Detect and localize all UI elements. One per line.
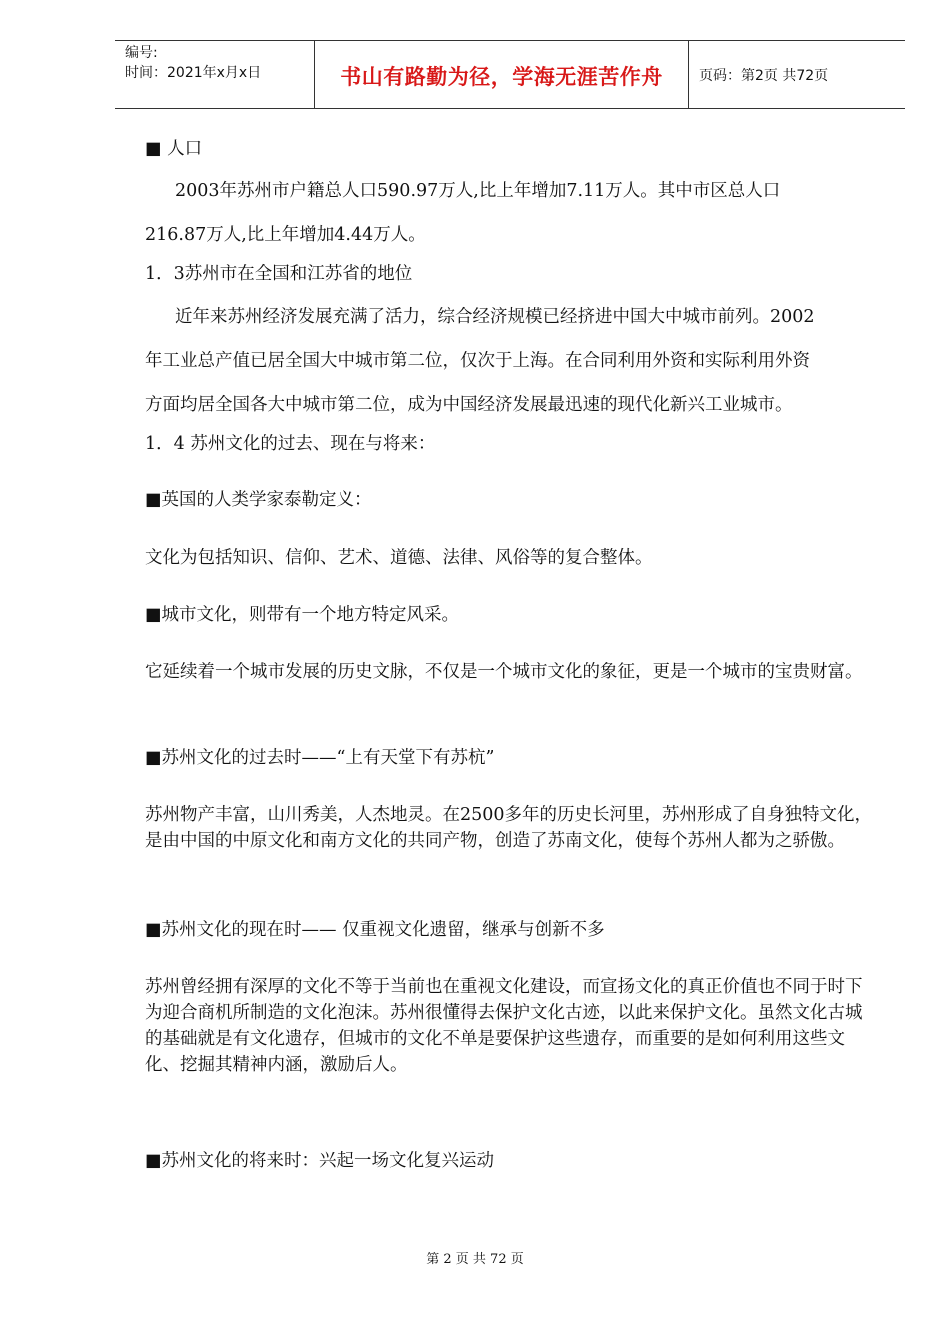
paragraph-status-line3: 方面均居全国各大中城市第二位，成为中国经济发展最迅速的现代化新兴工业城市。 [145,395,793,415]
header-page-info: 页码：第2页 共72页 [699,68,829,84]
paragraph-culture-past: 苏州物产丰富，山川秀美，人杰地灵。在2500多年的历史长河里，苏州形成了自身独特文化，是由中国的中原文化和南方文化的共同产物，创造了苏南文化，使每个苏州人都为之骄傲。 [145,805,873,851]
paragraph-city-culture: 它延续着一个城市发展的历史文脉，不仅是一个城市文化的象征，更是一个城市的宝贵财富。 [145,662,863,682]
paragraph-status-line2: 年工业总产值已居全国大中城市第二位，仅次于上海。在合同利用外资和实际利用外资 [145,351,810,371]
header-page-cell [689,41,905,108]
section-heading-1-3: 1．3苏州市在全国和江苏省的地位 [145,264,413,284]
section-heading-1-4: 1．4 苏州文化的过去、现在与将来： [145,434,436,454]
paragraph-culture-definition: 文化为包括知识、信仰、艺术、道德、法律、风俗等的复合整体。 [145,548,653,568]
section-heading-population: ■ 人口 [145,139,203,159]
bullet-city-culture: ■城市文化，则带有一个地方特定风采。 [145,605,460,625]
header-motto-cell [315,41,689,108]
document-time-label: 时间：2021年x月x日 [125,65,262,81]
bullet-tylor-definition: ■英国的人类学家泰勒定义： [145,490,372,510]
bullet-culture-present: ■苏州文化的现在时—— 仅重视文化遗留，继承与创新不多 [145,920,605,940]
paragraph-status-line1: 近年来苏州经济发展充满了活力，综合经济规模已经挤进中国大中城市前列。2002 [175,307,815,327]
paragraph-culture-present: 苏州曾经拥有深厚的文化不等于当前也在重视文化建设，而宣扬文化的真正价值也不同于时下为迎合商机所制造的文化泡沫。苏州很懂得去保护文化古迹，以此来保护文化。虽然文化古城的基础就是有文化遗存，但城市的文化不单是要保护这些遗存，而重要的是如何利用这些文化、挖掘其精神内涵，激励后人。 [145,977,863,1075]
header-motto: 书山有路勤为径，学海无涯苦作舟 [340,65,663,89]
paragraph-population-line2: 216.87万人,比上年增加4.44万人。 [145,225,426,245]
document-number-label: 编号: [125,45,158,61]
bullet-culture-future: ■苏州文化的将来时：兴起一场文化复兴运动 [145,1151,495,1171]
bullet-culture-past: ■苏州文化的过去时——“上有天堂下有苏杭” [145,748,495,768]
header-meta-cell [115,41,315,108]
page-footer: 第 2 页 共 72 页 [426,1252,524,1267]
paragraph-population-line1: 2003年苏州市户籍总人口590.97万人,比上年增加7.11万人。其中市区总人口 [175,181,781,201]
document-header [115,40,905,109]
